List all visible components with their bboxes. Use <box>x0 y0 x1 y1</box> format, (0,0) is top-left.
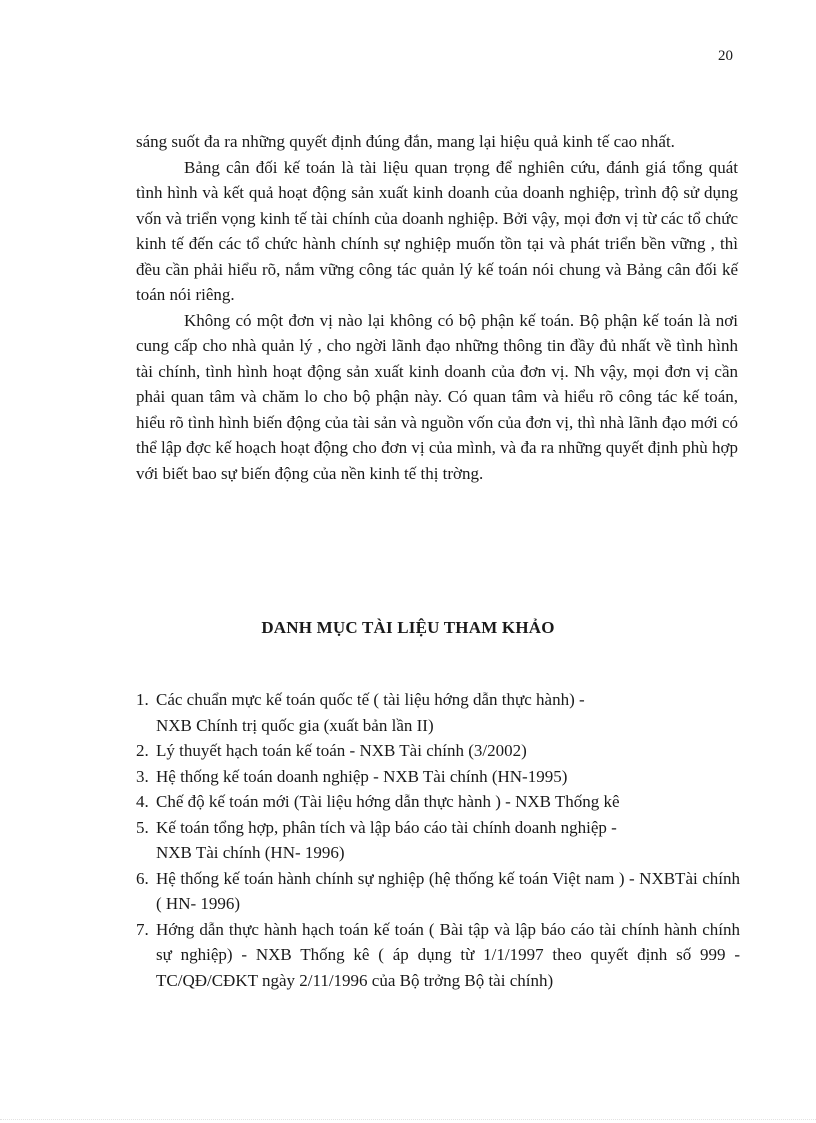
reference-item <box>136 815 740 866</box>
reference-number: 1. <box>136 690 149 709</box>
page-number: 20 <box>718 48 733 64</box>
reference-text: Hệ thống kế toán hành chính sự nghiệp (hệ thống kế toán Việt nam ) - NXBTài chính ( HN- 1996) <box>156 868 740 913</box>
reference-number: 2. <box>136 741 149 760</box>
reference-text: Kế toán tổng hợp, phân tích và lập báo cáo tài chính doanh nghiệp - <box>156 817 617 837</box>
page-bottom-divider <box>0 1119 816 1120</box>
reference-text: NXB Tài chính (HN- 1996) <box>156 843 345 862</box>
reference-number: 3. <box>136 766 149 786</box>
reference-item <box>136 917 740 994</box>
reference-number: 4. <box>136 792 149 811</box>
reference-number: 6. <box>136 868 149 888</box>
body-text <box>136 129 738 486</box>
reference-number: 7. <box>136 919 149 939</box>
reference-text: Các chuẩn mực kế toán quốc tế ( tài liệu hớng dẫn thực hành) - <box>156 690 585 709</box>
reference-text: Lý thuyết hạch toán kế toán - NXB Tài chính (3/2002) <box>156 741 527 760</box>
reference-item <box>136 764 740 790</box>
reference-item <box>136 789 740 815</box>
paragraph: sáng suốt đa ra những quyết định đúng đắn, mang lại hiệu quả kinh tế cao nhất. <box>136 132 675 151</box>
paragraph: Không có một đơn vị nào lại không có bộ phận kế toán. Bộ phận kế toán là nơi cung cấp cho nhà quản lý , cho ngời lãnh đạo những thông tin đầy đủ nhất về tình hình tài chính, tình hình hoạt động sản xuất kinh doanh của đơn vị. Nh vậy, mọi đơn vị cần phải quan tâm và chăm lo cho bộ phận này. Có quan tâm và hiểu rõ công tác kế toán, hiểu rõ tình hình biến động của tài sản và nguồn vốn của đơn vị, thì nhà lãnh đạo mới có thể lập đợc kế hoạch hoạt động cho đơn vị của mình, và đa ra những quyết định phù hợp với biết bao sự biến động của nền kinh tế thị trờng. <box>136 310 738 483</box>
reference-number: 5. <box>136 817 149 837</box>
reference-text: Chế độ kế toán mới (Tài liệu hớng dẫn thực hành ) - NXB Thống kê <box>156 792 620 811</box>
references-list <box>136 687 740 993</box>
reference-item <box>136 866 740 917</box>
reference-item <box>136 738 740 764</box>
references-heading: DANH MỤC TÀI LIỆU THAM KHẢO <box>261 618 555 637</box>
reference-text: Hệ thống kế toán doanh nghiệp - NXB Tài chính (HN-1995) <box>156 766 568 786</box>
paragraph: Bảng cân đối kế toán là tài liệu quan trọng để nghiên cứu, đánh giá tổng quát tình hình và kết quả hoạt động sản xuất kinh doanh của doanh nghiệp, trình độ sử dụng vốn và triển vọng kinh tế tài chính của doanh nghiệp. Bởi vậy, mọi đơn vị từ các tổ chức kinh tế đến các tổ chức hành chính sự nghiệp muốn tồn tại và phát triển bền vững , thì đều cần phải hiểu rõ, nắm vững công tác quản lý kế toán nói chung và Bảng cân đối kế toán nói riêng. <box>136 157 738 304</box>
reference-item <box>136 687 740 738</box>
reference-text: Hớng dẫn thực hành hạch toán kế toán ( Bài tập và lập báo cáo tài chính hành chính sự nghiệp) - NXB Thống kê ( áp dụng từ 1/1/1997 theo quyết định số 999 - TC/QĐ/CĐKT ngày 2/11/1996 của Bộ trởng Bộ tài chính) <box>156 919 740 990</box>
reference-text: NXB Chính trị quốc gia (xuất bản lần II) <box>156 715 434 735</box>
